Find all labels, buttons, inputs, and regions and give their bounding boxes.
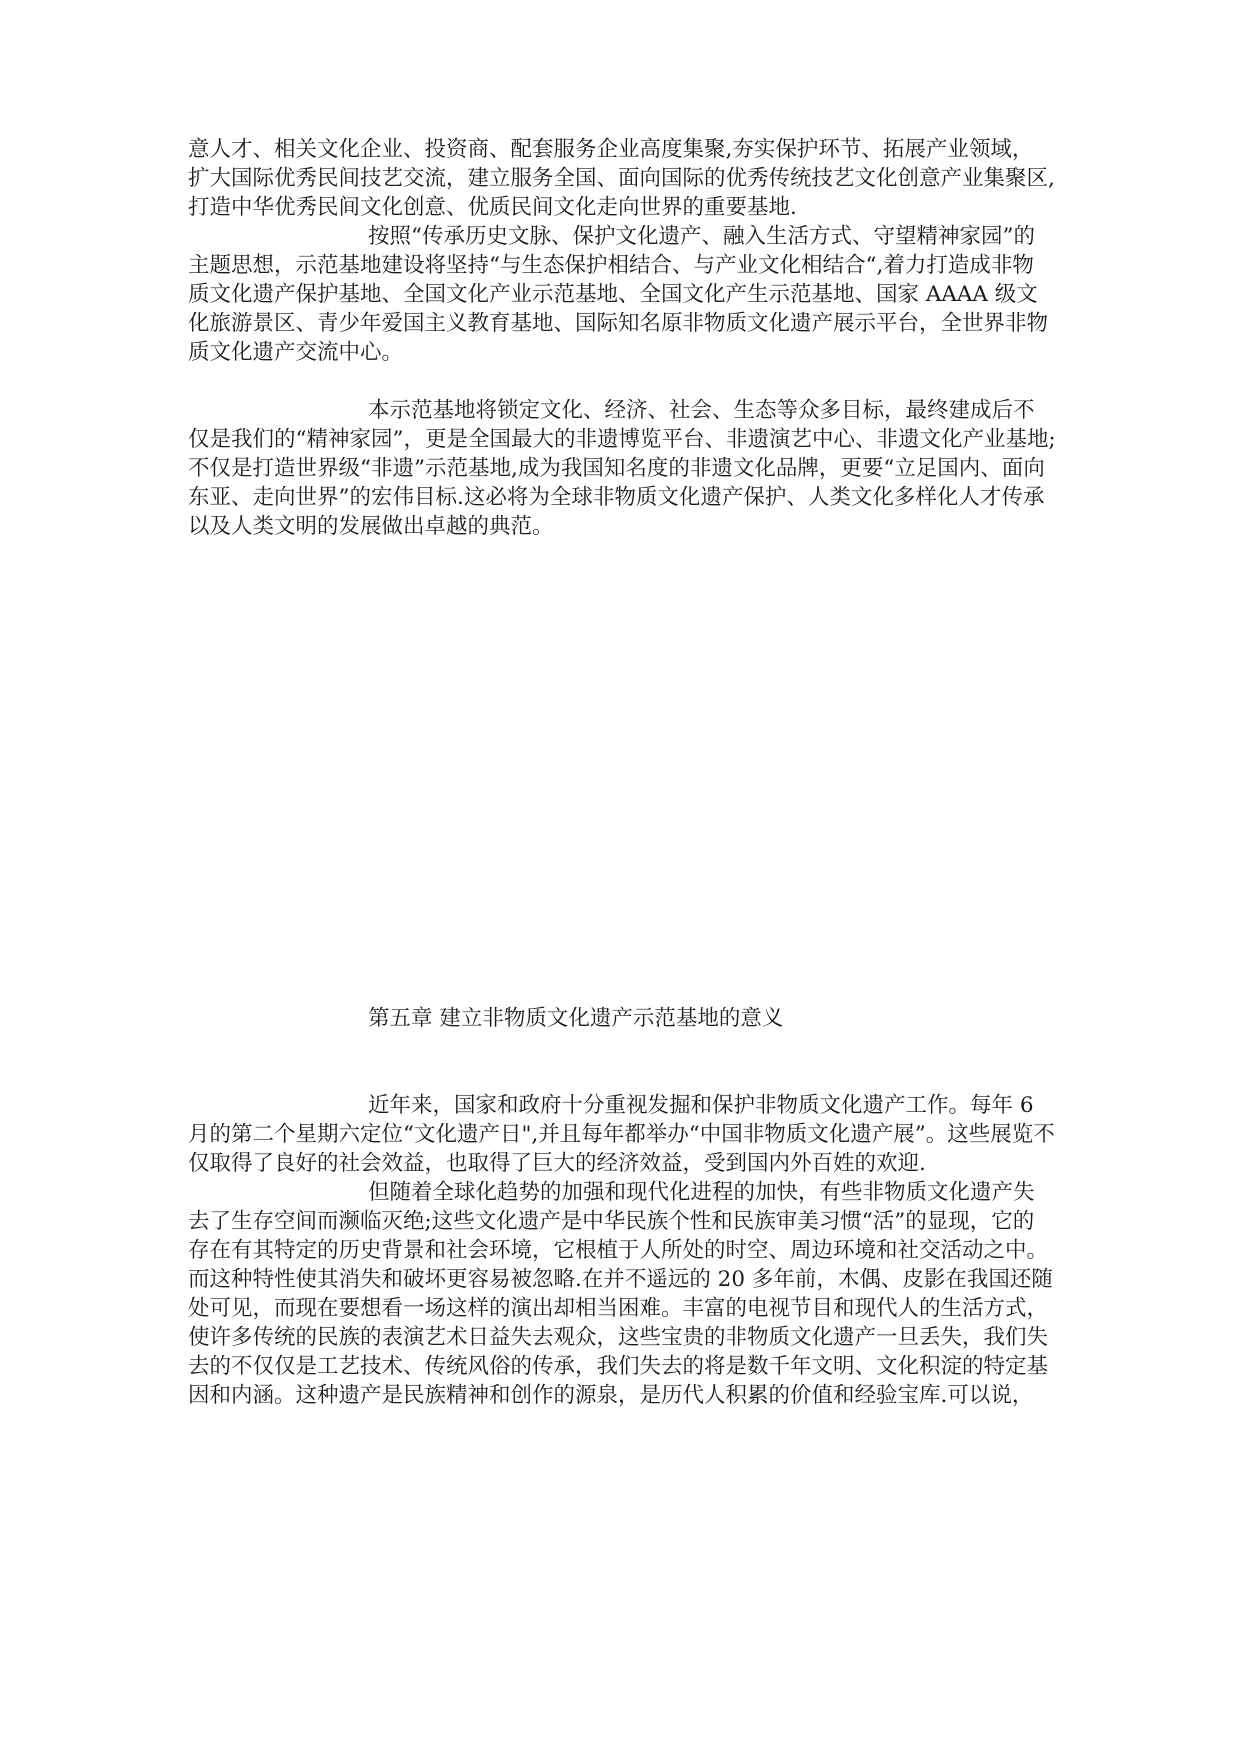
text-line: 而这种特性使其消失和破坏更容易被忽略.在并不遥远的 20 多年前，木偶、皮影在我国还随 <box>188 1267 1053 1292</box>
text-line: 东亚、走向世界”的宏伟目标.这必将为全球非物质文化遗产保护、人类文化多样化人才传承 <box>188 485 1045 510</box>
text-line: 质文化遗产交流中心。 <box>188 340 404 365</box>
text-line: 因和内涵。这种遗产是民族精神和创作的源泉，是历代人积累的价值和经验宝库.可以说， <box>188 1383 1034 1408</box>
text-line: 主题思想，示范基地建设将坚持“与生态保护相结合、与产业文化相结合“,着力打造成非物 <box>188 253 1034 278</box>
text-line: 扩大国际优秀民间技艺交流，建立服务全国、面向国际的优秀传统技艺文化创意产业集聚区, <box>188 166 1055 191</box>
text-line: 仅取得了良好的社会效益，也取得了巨大的经济效益，受到国内外百姓的欢迎. <box>188 1151 926 1176</box>
text-line: 意人才、相关文化企业、投资商、配套服务企业高度集聚,夯实保护环节、拓展产业领域， <box>188 137 1034 162</box>
text-line: 近年来，国家和政府十分重视发掘和保护非物质文化遗产工作。每年 6 <box>368 1093 1034 1118</box>
text-line: 化旅游景区、青少年爱国主义教育基地、国际知名原非物质文化遗产展示平台，全世界非物 <box>188 311 1049 336</box>
text-line: 但随着全球化趋势的加强和现代化进程的加快，有些非物质文化遗产失 <box>368 1180 1035 1205</box>
text-line: 不仅是打造世界级“非遗”示范基地,成为我国知名度的非遗文化品牌，更要“立足国内、面向 <box>188 456 1045 481</box>
text-line: 存在有其特定的历史背景和社会环境，它根植于人所处的时空、周边环境和社交活动之中。 <box>188 1238 1049 1263</box>
text-line: 质文化遗产保护基地、全国文化产业示范基地、全国文化产生示范基地、国家 AAAA 级文 <box>188 282 1038 307</box>
text-line: 月的第二个星期六定位“文化遗产日",并且每年都举办“中国非物质文化遗产展”。这些展览不 <box>188 1122 1055 1147</box>
chapter-heading: 第五章 建立非物质文化遗产示范基地的意义 <box>368 1006 784 1031</box>
text-line: 本示范基地将锁定文化、经济、社会、生态等众多目标，最终建成后不 <box>368 398 1035 423</box>
text-line: 去了生存空间而濒临灭绝;这些文化遗产是中华民族个性和民族审美习惯“活”的显现，它的 <box>188 1209 1035 1234</box>
text-line: 去的不仅仅是工艺技术、传统风俗的传承，我们失去的将是数千年文明、文化积淀的特定基 <box>188 1354 1049 1379</box>
text-line: 按照“传承历史文脉、保护文化遗产、融入生活方式、守望精神家园”的 <box>368 224 1035 249</box>
text-line: 仅是我们的“精神家园”，更是全国最大的非遗博览平台、非遗演艺中心、非遗文化产业基地; <box>188 427 1056 452</box>
text-line: 打造中华优秀民间文化创意、优质民间文化走向世界的重要基地. <box>188 195 797 220</box>
text-line: 以及人类文明的发展做出卓越的典范。 <box>188 514 554 539</box>
text-line: 处可见，而现在要想看一场这样的演出却相当困难。丰富的电视节目和现代人的生活方式， <box>188 1296 1049 1321</box>
text-line: 使许多传统的民族的表演艺术日益失去观众，这些宝贵的非物质文化遗产一旦丢失，我们失 <box>188 1325 1049 1350</box>
